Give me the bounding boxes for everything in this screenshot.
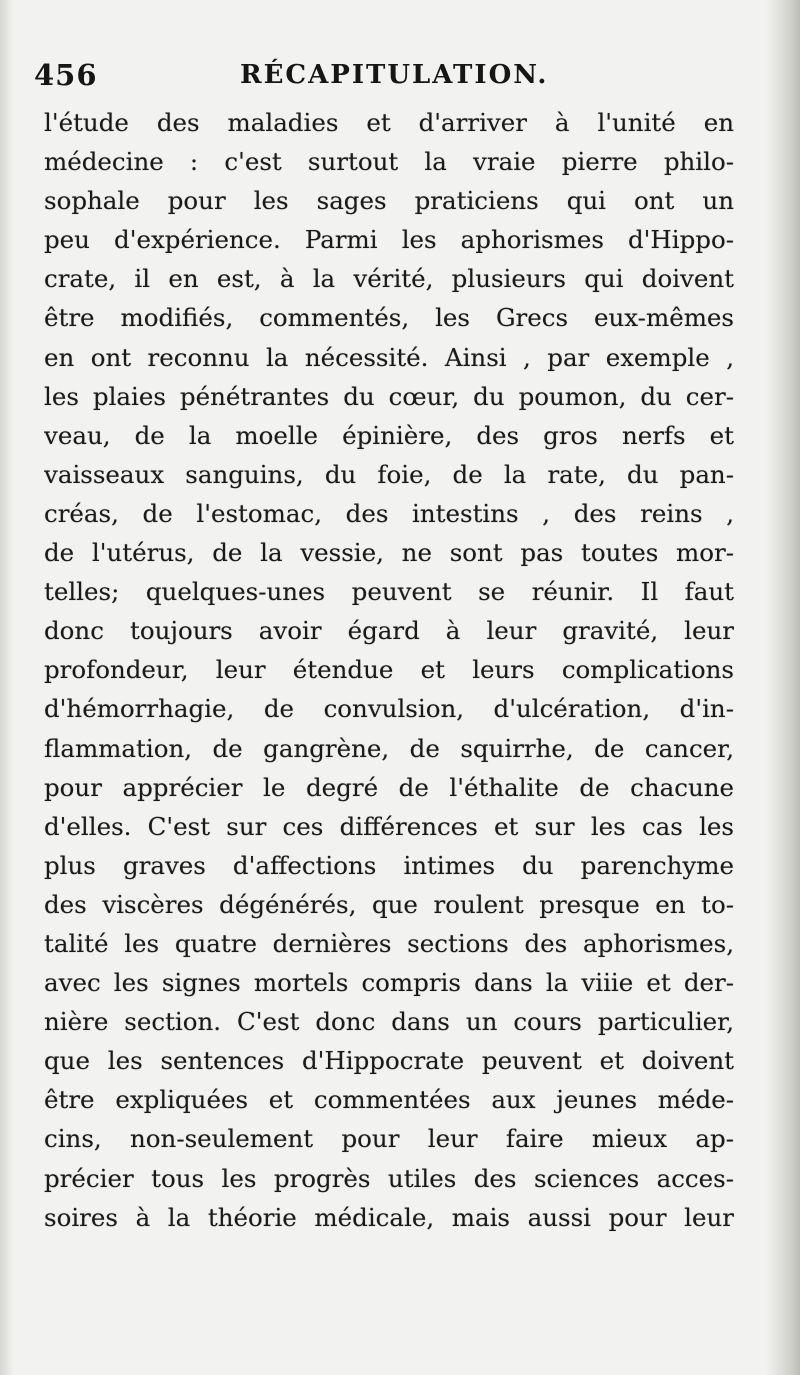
text-line: médecine : c'est surtout la vraie pierre philo-: [44, 147, 734, 177]
text-line: flammation, de gangrène, de squirrhe, de cancer,: [44, 733, 734, 763]
text-line: peu d'expérience. Parmi les aphorismes d'Hippo-: [44, 225, 734, 255]
text-line: donc toujours avoir égard à leur gravité, leur: [44, 616, 734, 646]
text-line: pour apprécier le degré de l'éthalite de chacune: [44, 772, 734, 802]
text-line: des viscères dégénérés, que roulent presque en to-: [44, 889, 734, 919]
text-line: telles; quelques-unes peuvent se réunir. Il faut: [44, 577, 734, 607]
text-line: en ont reconnu la nécessité. Ainsi , par exemple ,: [44, 342, 734, 372]
text-line: nière section. C'est donc dans un cours particulier,: [44, 1007, 734, 1037]
text-line: veau, de la moelle épinière, des gros nerfs et: [44, 420, 734, 450]
page-header: [34, 58, 734, 98]
text-line: crate, il en est, à la vérité, plusieurs qui doivent: [44, 264, 734, 294]
page-edge-shadow-left: [0, 0, 14, 1375]
text-line: que les sentences d'Hippocrate peuvent et doivent: [44, 1046, 734, 1076]
text-line: vaisseaux sanguins, du foie, de la rate, du pan-: [44, 459, 734, 489]
page-edge-shadow-right: [766, 0, 800, 1375]
text-line: sophale pour les sages praticiens qui ont un: [44, 186, 734, 216]
running-title: RÉCAPITULATION.: [240, 60, 549, 90]
text-line: profondeur, leur étendue et leurs complications: [44, 655, 734, 685]
text-line: l'étude des maladies et d'arriver à l'unité en: [44, 108, 734, 137]
text-line: d'elles. C'est sur ces différences et sur les cas les: [44, 811, 734, 841]
text-line: avec les signes mortels compris dans la viiie et der-: [44, 968, 734, 998]
text-line: être expliquées et commentées aux jeunes méde-: [44, 1085, 734, 1115]
text-line: soires à la théorie médicale, mais aussi pour leur: [44, 1202, 734, 1232]
text-line: talité les quatre dernières sections des aphorismes,: [44, 928, 734, 958]
page-number: 456: [34, 58, 98, 92]
text-line: plus graves d'affections intimes du parenchyme: [44, 850, 734, 880]
body-text: [44, 103, 734, 1237]
text-line: cins, non-seulement pour leur faire mieux ap-: [44, 1124, 734, 1154]
text-line: être modifiés, commentés, les Grecs eux-mêmes: [44, 303, 734, 333]
text-line: créas, de l'estomac, des intestins , des reins ,: [44, 498, 734, 528]
text-line: d'hémorrhagie, de convulsion, d'ulcération, d'in-: [44, 694, 734, 724]
text-line: les plaies pénétrantes du cœur, du poumon, du cer-: [44, 381, 734, 411]
text-line: précier tous les progrès utiles des sciences acces-: [44, 1163, 734, 1193]
text-line: de l'utérus, de la vessie, ne sont pas toutes mor-: [44, 538, 734, 568]
